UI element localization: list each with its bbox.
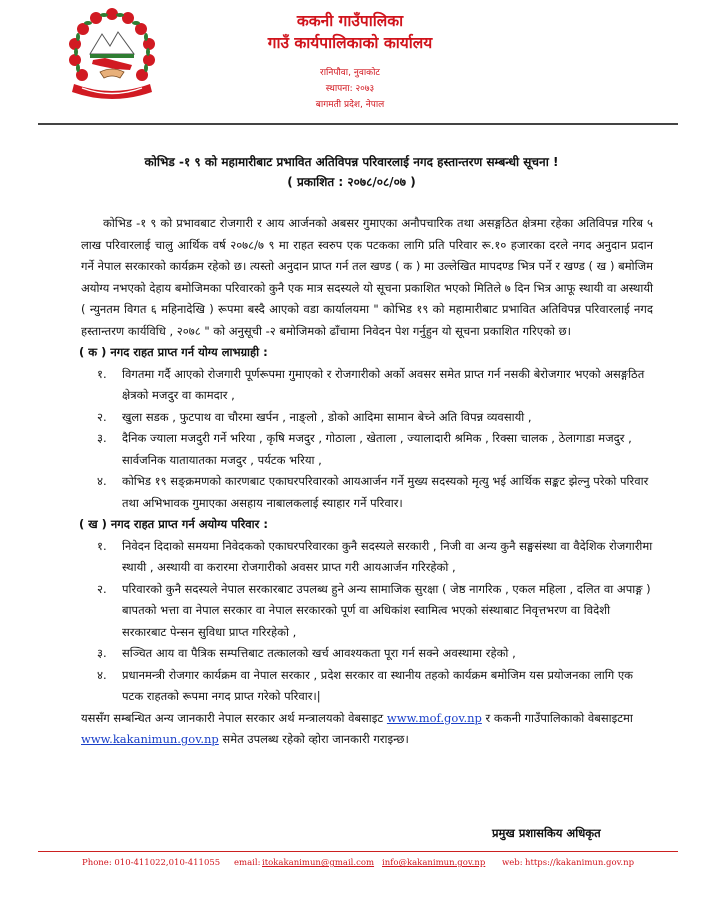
list-item: ३. दैनिक ज्याला मजदुरी गर्ने भरिया , कृषि मजदुर , गोठाला , खेताला , ज्यालादारी श्रमिक , रिक्सा चालक , ठेलागाडा मजदुर , सार्वजनिक यातायातका मजदुर , पर्यटक भरिया , <box>97 431 632 467</box>
section-b-list <box>81 536 653 708</box>
footer-web-label: web: <box>502 858 523 868</box>
section-a-list <box>81 364 653 515</box>
section-b-heading: ( ख ) नगद राहत प्राप्त गर्न अयोग्य परिवार : <box>79 517 268 531</box>
list-item: ३. सञ्चित आय वा पैत्रिक सम्पत्तिबाट तत्कालको खर्च आवश्यकता पूरा गर्न सक्ने अवस्थामा रहेको , <box>97 646 516 660</box>
list-item: २. परिवारको कुनै सदस्यले नेपाल सरकारबाट उपलब्ध हुने अन्य सामाजिक सुरक्षा ( जेष्ठ नागरिक , एकल महिला , दलित वा अपाङ्ग ) बापतको भत्ता वा नेपाल सरकार वा नेपाल सरकारको पूर्ण वा अधिकांश स्वामित्व भएको संस्थाबाट निवृत्तभरण वा विदेशी सरकारबाट पेन्सन सुविधा प्राप्त गरिरहेको , <box>97 581 651 639</box>
mof-website-link[interactable]: www.mof.gov.np <box>386 710 482 725</box>
footer-email-1[interactable]: itokakanimun@gmail.com <box>262 858 375 868</box>
footer-email-label: email: <box>234 858 261 868</box>
org-name: ककनी गाउँपालिका <box>296 12 404 30</box>
publish-date: ( प्रकाशित : २०७८/०८/०७ ) <box>287 175 416 189</box>
notice-title: कोभिड -१ ९ को महामारीबाट प्रभावित अतिविपन्न परिवारलाई नगद हस्तान्तरण सम्बन्धी सूचना ! <box>144 155 559 169</box>
established: स्थापना: २०७३ <box>325 84 375 94</box>
letterhead-text <box>150 10 550 113</box>
section-a-heading: ( क ) नगद राहत प्राप्त गर्न योग्य लाभग्राही : <box>79 345 268 359</box>
list-item: १. निवेदन दिदाको समयमा निवेदकको एकाघरपरिवारका कुनै सदस्यले सरकारी , निजी वा अन्य कुनै सङ्घसंस्था वा वैदेशिक रोजगारीमा स्थायी , अस्थायी वा करारमा रोजगारीको अवसर प्राप्त गरी आयआर्जन गरिरहेको , <box>97 538 653 574</box>
closing-paragraph: यससँग सम्बन्धित अन्य जानकारी नेपाल सरकार अर्थ मन्त्रालयको वेबसाइट www.mof.gov.np र ककनी गाउँपालिकाको वेबसाइटमा www.kakanimun.gov.np समेत उपलब्ध रहेको व्होरा जानकारी गराइन्छ। <box>81 710 633 746</box>
nepal-emblem-logo <box>60 2 164 106</box>
notice-title-block <box>40 152 663 192</box>
footer-email-2[interactable]: info@kakanimun.gov.np <box>382 858 486 868</box>
footer-divider <box>38 851 678 852</box>
header-divider <box>38 123 678 125</box>
letterhead <box>0 0 703 122</box>
office-name: गाउँ कार्यपालिकाको कार्यालय <box>267 34 433 52</box>
footer-web[interactable]: https://kakanimun.gov.np <box>525 858 635 868</box>
kakani-website-link[interactable]: www.kakanimun.gov.np <box>81 732 219 746</box>
footer-phone: Phone: 010-411022,010-411055 <box>82 858 221 868</box>
intro-paragraph: कोभिड -१ ९ को प्रभावबाट रोजगारी र आय आर्जनको अबसर गुमाएका अनौपचारिक तथा असङ्गठित क्षेत्रमा रहेका अतिविपन्न गरिब ५ लाख परिवारलाई चालु आर्थिक वर्ष २०७८/७ ९ मा राहत स्वरुप एक पटकका लागि प्रति परिवार रू.१० हजारका दरले नगद अनुदान प्रदान गर्ने नेपाल सरकारको कार्यक्रम रहेको छ। त्यस्तो अनुदान प्राप्त गर्न तल खण्ड ( क ) मा उल्लेखित मापदण्ड भित्र पर्ने र खण्ड ( ख ) बमोजिम अयोग्य नभएको देहाय बमोजिमका परिवारको कुनै एक मात्र सदस्यले यो सूचना प्रकाशित भएको मितिले ७ दिन भित्र आफू स्थायी वा अस्थायी ( न्युनतम विगत ६ महिनादेखि ) रूपमा बस्दै आएको वडा कार्यालयमा " कोभिड १९ को महामारीबाट प्रभावित अतिविपन्न परिवारलाई नगद हस्तान्तरण कार्यविधि , २०७८ " को अनुसूची -२ बमोजिमको ढाँचामा निवेदन पेश गर्नुहुन यो सूचना प्रकाशित गरिएको छ। <box>81 216 653 338</box>
signature-title: प्रमुख प्रशासकिय अधिकृत <box>492 826 601 840</box>
list-item: २. खुला सडक , फुटपाथ वा चौरमा खर्पन , नाङ्लो , डोको आदिमा सामान बेच्ने अति विपन्न व्यवसायी , <box>97 409 532 424</box>
province: बागमती प्रदेश, नेपाल <box>315 100 385 110</box>
address: रानिपौवा, नुवाकोट <box>320 68 380 78</box>
list-item: १. विगतमा गर्दै आएको रोजगारी पूर्णरूपमा गुमाएको र रोजगारीको अर्को अवसर समेत प्राप्त गर्न नसकी बेरोजगार भएको असङ्गठित क्षेत्रको मजदुर वा कामदार , <box>97 366 645 402</box>
notice-body <box>81 213 653 751</box>
list-item: ४. प्रधानमन्त्री रोजगार कार्यक्रम वा नेपाल सरकार , प्रदेश सरकार वा स्थानीय तहको कार्यक्रम बमोजिम यस प्रयोजनका लागि एक पटक राहतको रूपमा नगद प्राप्त गरेको परिवार।| <box>97 667 634 703</box>
list-item: ४. कोभिड १९ सङ्क्रमणको कारणबाट एकाघरपरिवारको आयआर्जन गर्ने मुख्य सदस्यको मृत्यु भई आर्थिक सङ्कट झेल्नु परेको परिवार तथा अभिभावक गुमाएका असहाय नाबालकलाई स्याहार गर्ने परिवार। <box>97 474 649 510</box>
